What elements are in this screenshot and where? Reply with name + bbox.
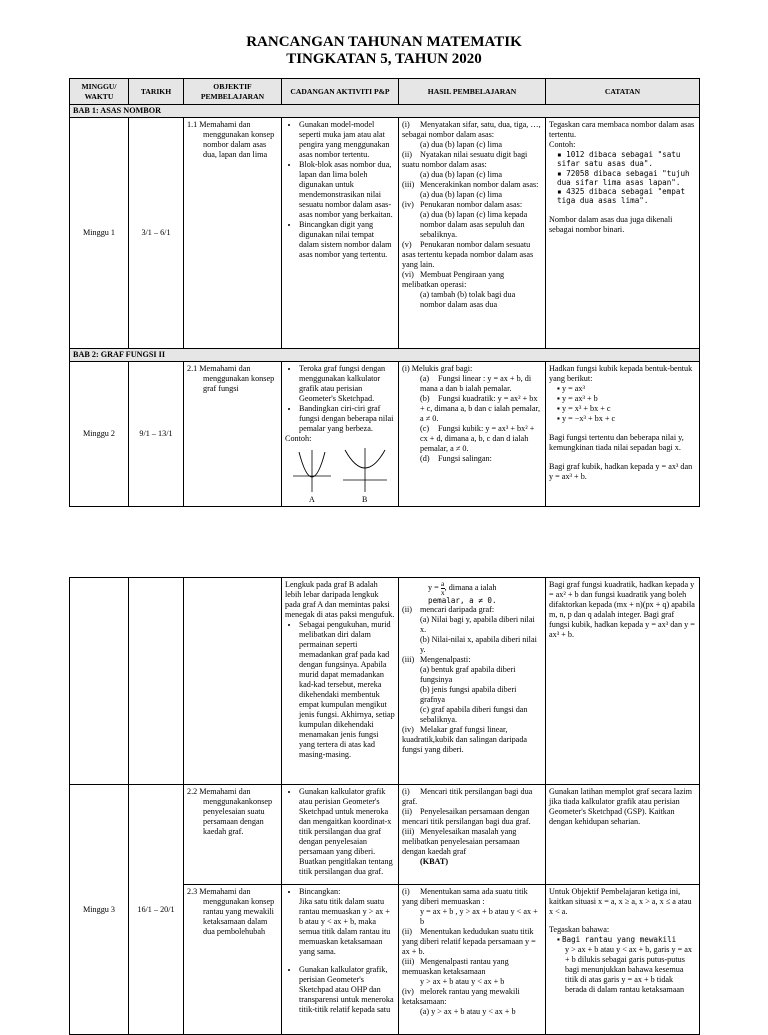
list-item: (b) Fungsi kuadratik: y = ax² + bx + c, dimana a, b dan c ialah pemalar, a ≠ 0. [420,394,540,423]
aktiviti-cell [282,578,399,785]
list-item: (ii) Menentukan kedudukan suatu titik yang diberi relatif kepada persamaan y = ax + b. [402,927,536,956]
hasil-text: pemalar, a ≠ 0. [428,596,497,606]
header-tarikh: TARIKH [129,79,184,105]
list-item: (c) Fungsi kubik: y = ax³ + bx² + cx + d, dimana a, b, c dan d ialah pemalar, a ≠ 0. [420,424,535,453]
chapter-row-bab1 [70,105,700,118]
chapter-row-bab2 [70,349,700,362]
table-row [70,118,700,349]
table-row [70,785,700,885]
fraction: $\frac{a}{x}$ [440,579,445,597]
list-item: • Bincangkan digit yang digunakan nilai tempat dalam sistem nombor dalam asas nombor yang tertentu. [299,220,395,260]
plan-table-page1 [69,78,700,507]
list-item: ▪ y = ax³ [557,384,696,394]
header-objektif: OBJEKTIF PEMBELAJARAN [184,79,282,105]
catatan-text: Untuk Objektif Pembelajaran ketiga ini, kaitkan situasi x = a, x ≥ a, x > a, x ≤ a atau x < a. [549,887,692,916]
objektif-text: 2.1 Memahami dan menggunakan konsep graf fungsi [187,364,275,393]
graph-a-label: A [309,495,315,504]
table-row [70,362,700,507]
catatan-cell [546,578,700,785]
aktiviti-cell [282,118,399,349]
parabola-graphs [285,446,395,504]
tarikh-cell: 16/1 – 20/1 [129,785,184,1035]
list-item: (i) Mencari titik persilangan bagi dua graf. [402,787,533,806]
aktiviti-cell [282,362,399,507]
list-item: ▪ 4325 dibaca sebagai "empat tiga dua asas lima". [557,187,696,206]
contoh-label: Contoh: [285,434,312,443]
catatan-text: Bagi graf kubik, hadkan kepada y = ax³ dan y = ax³ + b. [549,462,693,481]
list-item: ▪ Bagi rantau yang mewakili y > ax + b atau y < ax + b, garis y = ax + b dilukis sebagai garis putus-putus bagi menunjukkan bahawa kesemua titik di atas garis y = ax + b tidak berada di dalam rantau ketaksamaan [557,935,696,995]
hasil-cell [399,362,546,507]
catatan-cell [546,885,700,1035]
aktiviti-text: Lengkuk pada graf B adalah lebih lebar daripada lengkuk pada graf A dan memintas paksi menegak di atas paksi mengufuk. [285,580,395,619]
header-minggu: MINGGU/ WAKTU [70,79,129,105]
catatan-label: Contoh: [549,140,576,149]
list-item: ▪ y = −x³ + bx + c [557,414,696,424]
list-item: • Blok-blok asas nombor dua, lapan dan lima boleh digunakan untuk mendemonstrasikan nilai sesuatu nombor dalam asas-asas nombor yang berkaitan. [299,160,395,220]
catatan-cell [546,118,700,349]
list-item: • Bincangkan: Jika satu titik dalam suatu rantau memuaskan y > ax + b atau y < ax + b, maka semua titik dalam rantau itu memuaskan ketaksamaan yang sama. [299,887,395,957]
list-item: (ii) mencari daripada graf: (a) Nilai bagi y, apabila diberi nilai x. (b) Nilai-nilai x, apabila diberi nilai y. [402,605,537,655]
aktiviti-cell [282,885,399,1035]
objektif-cell [184,578,282,785]
list-item: • Gunakan model-model seperti muka jam atau alat pengira yang menggunakan asas nombor tertentu. [299,120,395,160]
list-item: (ii) Penyelesaikan persamaan dengan mencari titik persilangan bagi dua graf. [402,807,531,826]
list-item: • Teroka graf fungsi dengan menggunakan kalkulator grafik atau perisian Geometer's Sketchpad. [299,364,395,404]
hasil-cell [399,118,546,349]
header-hasil: HASIL PEMBELAJARAN [399,79,546,105]
list-item: (d) Fungsi salingan: [420,454,492,463]
aktiviti-cell [282,785,399,885]
catatan-text: Gunakan latihan memplot graf secara lazim jika tiada kalkulator grafik atau perisian Geometer's Sketchpad (GSP). Kaitkan dengan kehidupan seharian. [549,787,692,826]
minggu-cell: Minggu 2 [70,362,129,507]
hasil-cell [399,785,546,885]
hasil-cell [399,578,546,785]
objektif-cell [184,885,282,1035]
hasil-title: (i) Melukis graf bagi: [402,364,473,373]
list-item: • Gunakan kalkulator grafik, perisian Geometer's Sketchpad atau OHP dan transparensi untuk meneroka titik-titik relatif kepada satu [299,965,395,1015]
catatan-cell [546,362,700,507]
list-item: (ii) Nyatakan nilai sesuatu digit bagi suatu nombor dalam asas: (a) dua (b) lapan (c) lima [402,150,528,179]
tarikh-cell [129,578,184,785]
objektif-text: 1.1 Memahami dan menggunakan konsep nombor dalam asas dua, lapan dan lima [187,120,275,159]
catatan-text: Nombor dalam asas dua juga dikenali sebagai nombor binari. [549,214,673,234]
objektif-cell [184,785,282,885]
header-catatan: CATATAN [546,79,700,105]
list-item: (vi) Membuat Pengiraan yang melibatkan operasi: (a) tambah (b) tolak bagi dua nombor dalam asas dua [402,270,516,309]
list-item: • Sebagai pengukuhan, murid melibatkan diri dalam permainan seperti memadankan graf pada kad dengan fungsinya. Apabila murid dapat memadankan kad-kad tersebut, mereka dikehendaki membentuk empat kumpulan mengikut jenis fungsi. Akhirnya, setiap kumpulan dikehendaki menamakan jenis fungsi yang tertera di atas kad masing-masing. [299,620,395,760]
document-subtitle: TINGKATAN 5, TAHUN 2020 [286,51,482,67]
list-item: (v) Penukaran nombor dalam sesuatu asas tertentu kepada nombor dalam asas yang lain. [402,240,534,269]
list-item: • Bandingkan ciri-ciri graf fungsi dengan beberapa nilai pemalar yang berbeza. [299,404,395,434]
list-item: (a) Fungsi linear : y = ax + b, di mana a dan b ialah pemalar. [420,374,532,393]
plan-table-page2 [69,577,700,1035]
header-aktiviti: CADANGAN AKTIVITI P&P [282,79,399,105]
list-item: ▪ 1012 dibaca sebagai "satu sifar satu asas dua". [557,150,696,169]
list-item: (iv) Penukaran nombor dalam asas: (a) dua (b) lapan (c) lima kepada nombor dalam asas sepuluh dan sebaliknya. [402,200,528,239]
list-item: • Gunakan kalkulator grafik atau perisian Geometer's Sketchpad untuk meneroka dan mengaitkan koordinat-x titik persilangan dua graf dengan penyelesaian persamaan yang diberi. Buatkan pengitlakan tentang titik persilangan dua graf. [299,787,395,877]
catatan-text: Tegaskan bahawa: [549,925,610,934]
objektif-cell [184,118,282,349]
tarikh-cell: 9/1 – 13/1 [129,362,184,507]
chapter-heading: BAB 2: GRAF FUNGSI II [70,349,700,362]
graph-b-label: B [362,495,368,504]
table-header-row [70,79,700,105]
document-title: RANCANGAN TAHUNAN MATEMATIK [246,34,522,50]
chapter-heading: BAB 1: ASAS NOMBOR [70,105,700,118]
list-item: (iv) Melakar graf fungsi linear, kuadratik,kubik dan salingan daripada fungsi yang diberi. [402,725,528,755]
list-item: ▪ 72058 dibaca sebagai "tujuh dua sifar lima asas lapan". [557,169,696,188]
list-item: (i) Menentukan sama ada suatu titik yang diberi memuaskan : y = ax + b , y > ax + b atau y < ax + b [402,887,538,926]
list-item: (iii) Mengenalpasti: (a) bentuk graf apabila diberi fungsinya (b) jenis fungsi apabila diberi grafnya (c) graf apabila diberi fungsi dan sebaliknya. [402,655,528,725]
list-item: (iii) Mengenalpasti rantau yang memuaskan ketaksamaan y > ax + b atau y < ax + b [402,957,509,986]
minggu-cell [70,578,129,785]
minggu-cell: Minggu 1 [70,118,129,349]
objektif-text: 2.2 Memahami dan menggunakankonsep penyelesaian suatu persamaan dengan kaedah graf. [187,787,273,836]
catatan-text: Tegaskan cara membaca nombor dalam asas tertentu. [549,120,695,139]
list-item: ▪ y = x³ + bx + c [557,404,696,414]
catatan-text: Bagi graf fungsi kuadratik, hadkan kepada y = ax² + b dan fungsi kuadratik yang boleh difaktorkan kepada (mx + n)(px + q) apabila m, n, p dan q adalah integer. Bagi graf fungsi kubik, hadkan kepada y = ax³ dan y = ax³ + b. [549,580,695,639]
kbat-label: (KBAT) [420,857,449,866]
objektif-text: 2.3 Memahami dan menggunakan konsep rantau yang mewakili ketaksamaan dalam dua pembolehubah [187,887,275,936]
list-item: (iv) melorek rantau yang mewakili ketaksamaan: (a) y > ax + b atau y < ax + b [402,987,520,1016]
list-item: (iii) Mencerakinkan nombor dalam asas: (a) dua (b) lapan (c) lima [402,180,539,199]
objektif-cell [184,362,282,507]
catatan-text: Bagi fungsi tertentu dan beberapa nilai y, kemungkinan tiada nilai sepadan bagi x. [549,433,684,452]
catatan-text: Hadkan fungsi kubik kepada bentuk-bentuk yang berikut: [549,364,693,383]
graph-b [343,448,387,504]
graph-a [293,450,331,504]
minggu-cell: Minggu 3 [70,785,129,1035]
table-row [70,578,700,785]
tarikh-cell: 3/1 – 6/1 [129,118,184,349]
catatan-cell [546,785,700,885]
list-item: ▪ y = ax³ + b [557,394,696,404]
hasil-cell [399,885,546,1035]
reciprocal-function: y = $\frac{a}{x}$ , dimana a ialah [428,579,497,597]
list-item: (iii) Menyelesaikan masalah yang melibatkan penyelesaian persamaan dengan kaedah graf [402,827,520,856]
list-item: (i) Menyatakan sifar, satu, dua, tiga, …, sebagai nombor dalam asas: (a) dua (b) lapan (c) lima [402,120,541,149]
